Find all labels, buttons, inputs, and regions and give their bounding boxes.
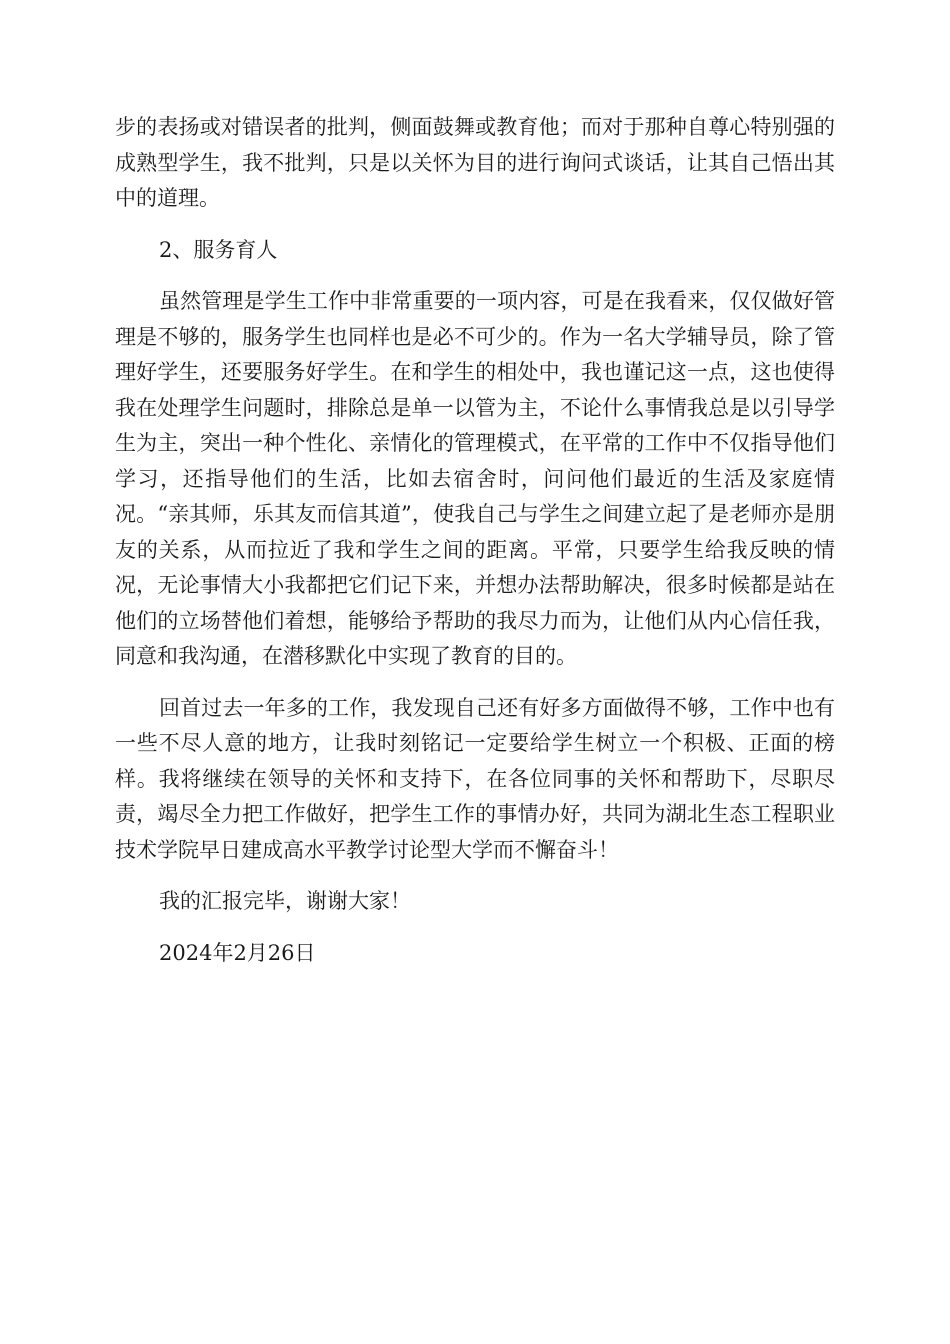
continuation-paragraph: 步的表扬或对错误者的批判，侧面鼓舞或教育他；而对于那种自尊心特别强的成熟型学生，我不批判，只是以关怀为目的进行询问式谈话，让其自己悟出其中的道理。 bbox=[115, 115, 835, 210]
review-paragraph: 回首过去一年多的工作，我发现自己还有好多方面做得不够，工作中也有一些不尽人意的地方，让我时刻铭记一定要给学生树立一个积极、正面的榜样。我将继续在领导的关怀和支持下，在各位同事的关怀和帮助下，尽职尽责，竭尽全力把工作做好，把学生工作的事情办好，共同为湖北生态工程职业技术学院早日建成高水平教学讨论型大学而不懈奋斗！ bbox=[115, 695, 835, 862]
document-page bbox=[115, 110, 835, 971]
service-paragraph: 虽然管理是学生工作中非常重要的一项内容，可是在我看来，仅仅做好管理是不够的，服务学生也同样也是必不可少的。作为一名大学辅导员，除了管理好学生，还要服务好学生。在和学生的相处中，我也谨记这一点，这也使得我在处理学生问题时，排除总是单一以管为主，不论什么事情我总是以引导学生为主，突出一种个性化、亲情化的管理模式，在平常的工作中不仅指导他们学习，还指导他们的生活，比如去宿舍时，问问他们最近的生活及家庭情况。“亲其师，乐其友而信其道”，使我自己与学生之间建立起了是老师亦是朋友的关系，从而拉近了我和学生之间的距离。平常，只要学生给我反映的情况，无论事情大小我都把它们记下来，并想办法帮助解决，很多时候都是站在他们的立场替他们着想，能够给予帮助的我尽力而为，让他们从内心信任我，同意和我沟通，在潜移默化中实现了教育的目的。 bbox=[115, 289, 835, 668]
closing-paragraph: 我的汇报完毕，谢谢大家！ bbox=[159, 889, 411, 913]
date-line: 2024年2月26日 bbox=[159, 940, 316, 965]
section-heading: 2、服务育人 bbox=[159, 237, 278, 262]
